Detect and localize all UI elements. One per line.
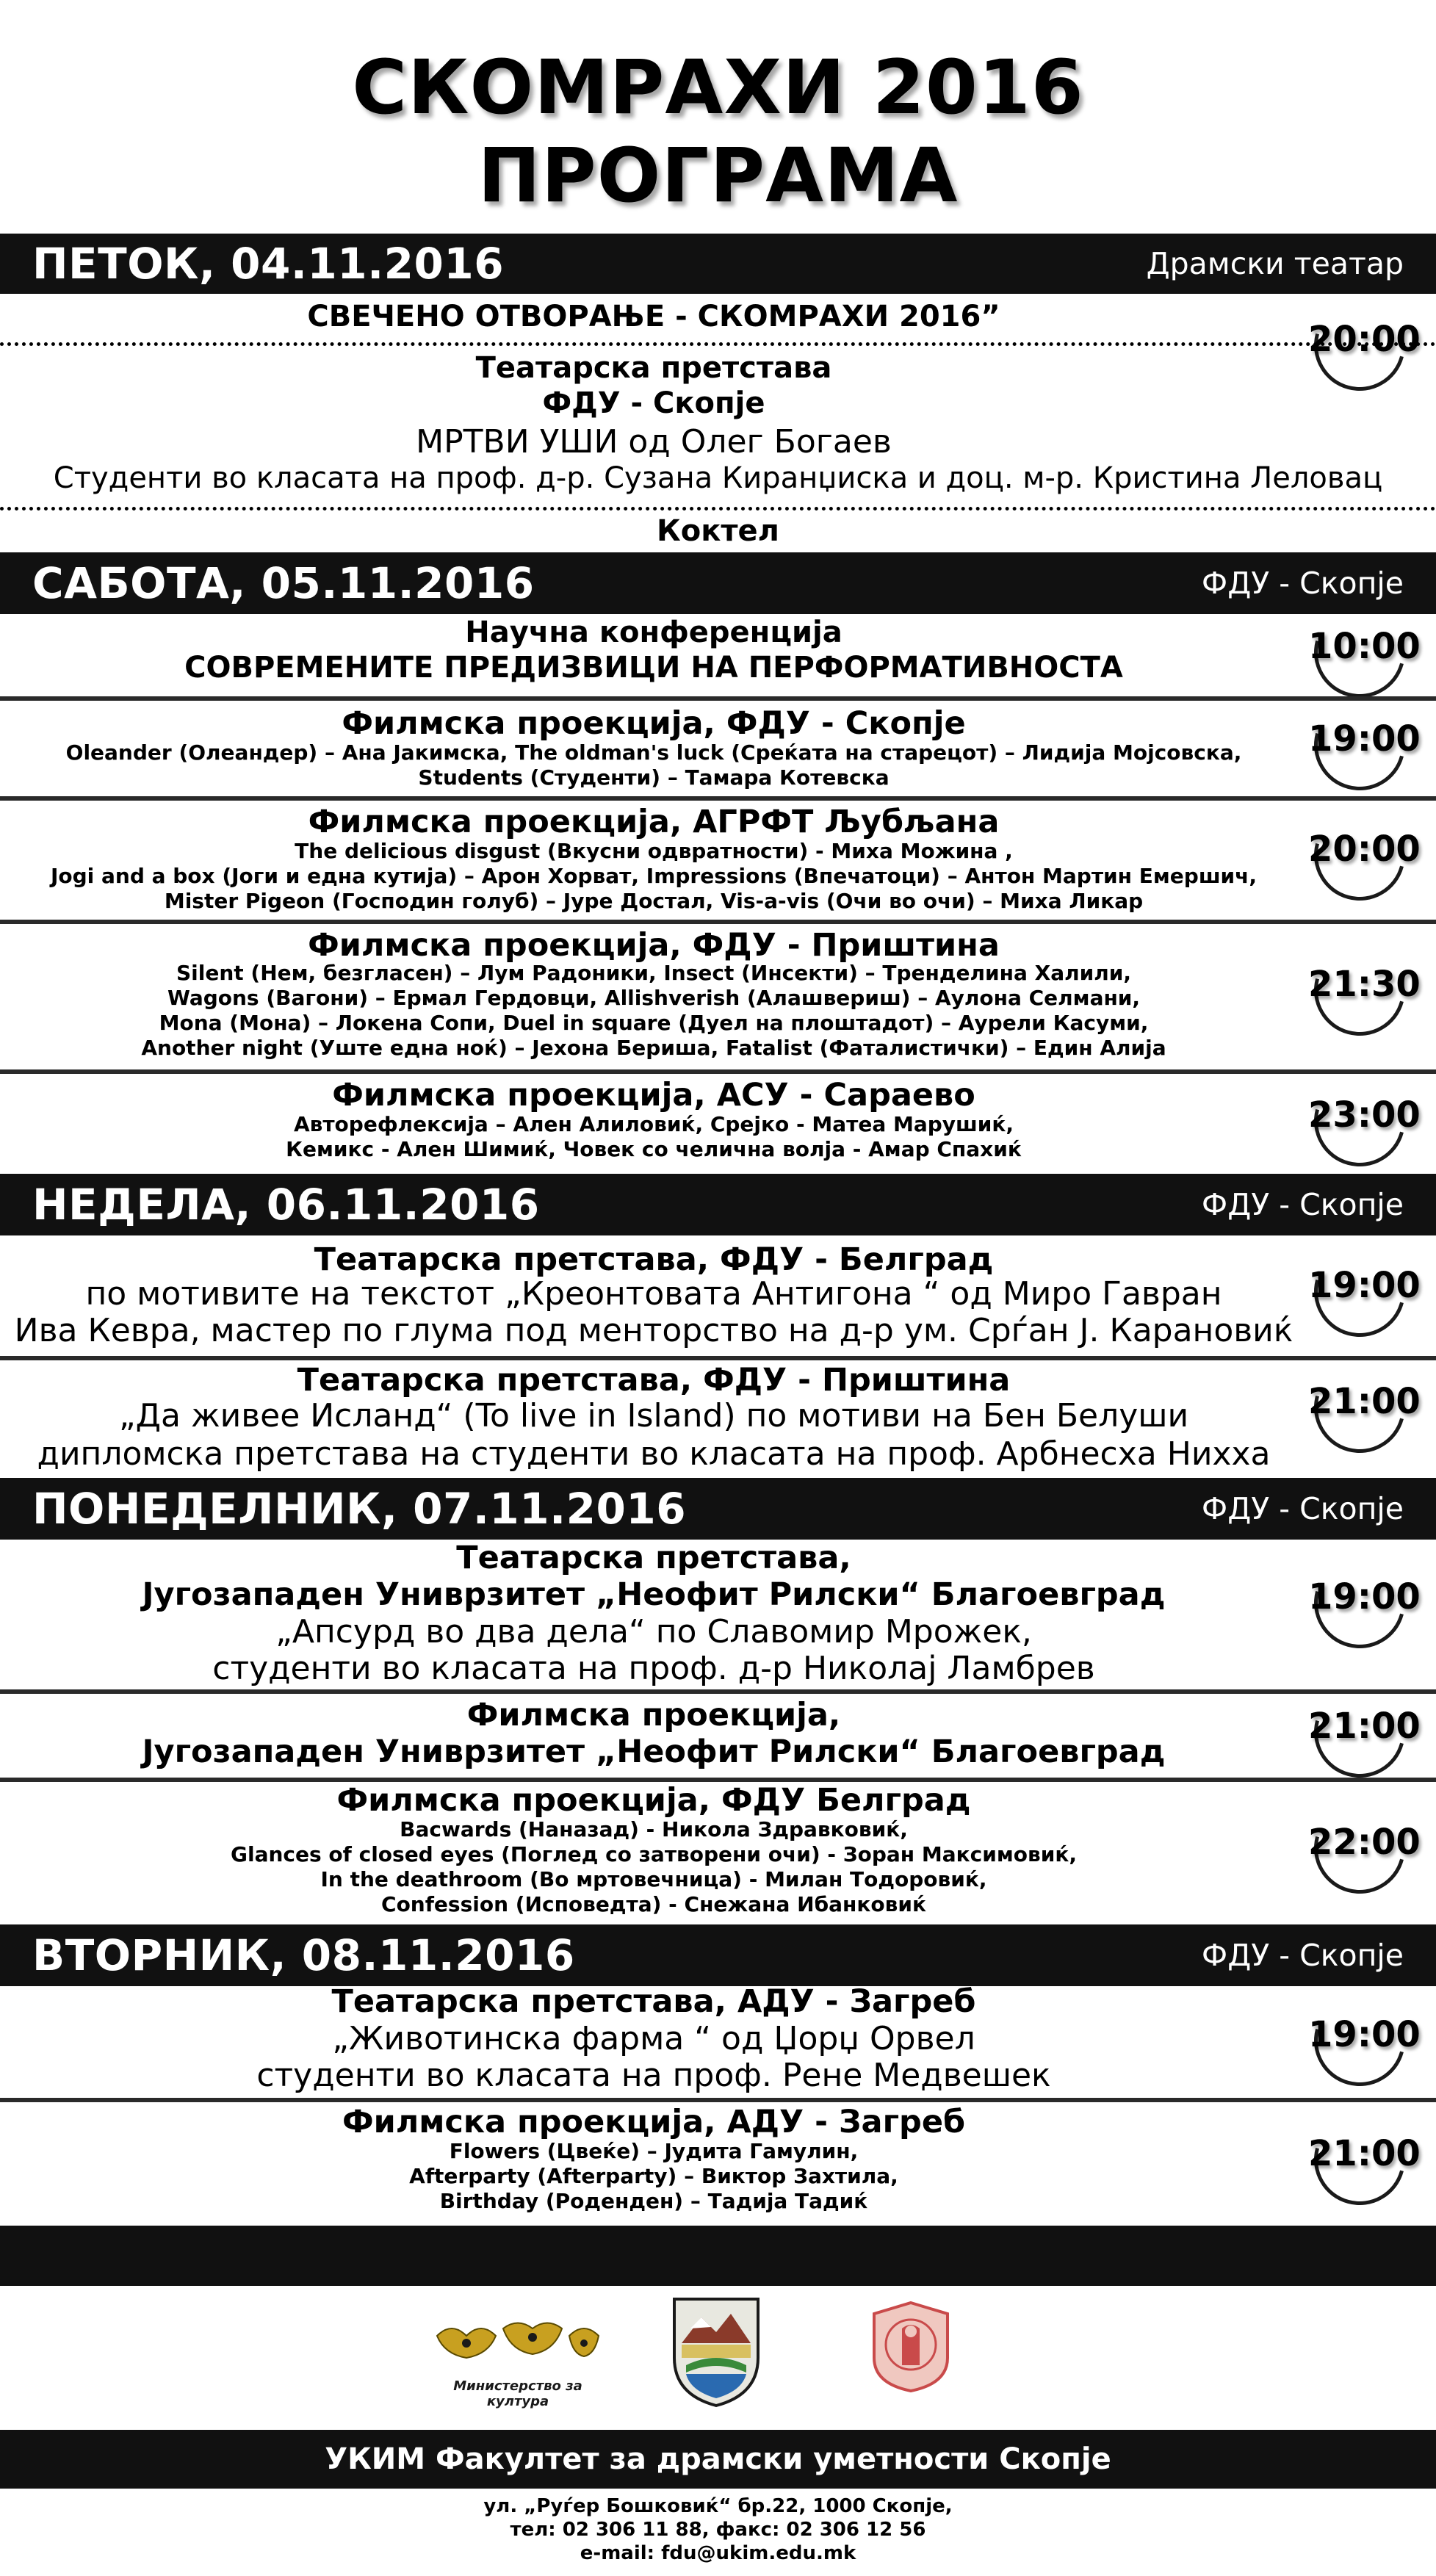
event-line: Авторефлексија – Ален Алиловиќ, Срејко - Матеа Марушиќ, [293, 1112, 1014, 1136]
time-value: 22:00 [1308, 1822, 1421, 1863]
time-badge [1308, 1069, 1421, 1180]
day-venue: ФДУ - Скопје [1201, 1491, 1404, 1526]
divider [0, 2098, 1436, 2102]
event-title: Југозападен Униврзитет „Неофит Рилски“ Благоевград [142, 1576, 1166, 1613]
page-title-line1: СКОМРАХИ 2016 [352, 44, 1084, 131]
event-line: Jogi and a box (Јоги и една кутија) – Арон Хорват, Impressions (Впечатоци) – Антон Мартин Емершич, [50, 864, 1258, 888]
time-badge [1308, 1356, 1421, 1466]
day-venue: ФДУ - Скопје [1201, 1187, 1404, 1222]
event-line: Bacwards (Наназад) - Никола Здравковиќ, [400, 1817, 908, 1841]
event-title: Филмска проекција, ФДУ - Скопје [342, 705, 966, 742]
event-line: Wagons (Вагони) – Ермал Гердовци, Allishverish (Алашвериш) – Аулона Селмани, [167, 986, 1141, 1010]
event-cocktail: Коктел [657, 514, 779, 548]
bottom-band [0, 2226, 1436, 2286]
event-line: „Животинска фарма “ од Џорџ Орвел [332, 2020, 975, 2057]
time-badge [1308, 1551, 1421, 1662]
divider [0, 1069, 1436, 1074]
time-value: 19:00 [1308, 1576, 1421, 1617]
event-credits: Студенти во класата на проф. д-р. Сузана Киранџиска и доц. м-р. Кристина Леловац [53, 461, 1383, 495]
event-title: Филмска проекција, ФДУ Белград [336, 1782, 971, 1819]
event-line: Glances of closed eyes (Поглед со затворени очи) - Зоран Максимовиќ, [231, 1842, 1077, 1866]
event-type: Научна конференција [465, 616, 843, 649]
city-coat-of-arms-icon [668, 2292, 764, 2409]
time-value: 19:00 [1308, 2014, 1421, 2055]
day-header-saturday [0, 552, 1436, 614]
event-type: Театарска претстава [475, 351, 832, 385]
time-badge [1308, 939, 1421, 1049]
event-line: Кемикс - Ален Шимиќ, Човек со челична волја - Амар Спахиќ [286, 1137, 1022, 1161]
event-type: Театарска претстава, [456, 1540, 851, 1576]
divider [0, 696, 1436, 701]
event-organizer: ФДУ - Скопје [542, 386, 765, 420]
event-line: „Да живее Исланд“ (To live in Island) по мотиви на Бен Белуши [118, 1397, 1189, 1435]
day-name: НЕДЕЛА, 06.11.2016 [32, 1180, 540, 1230]
time-badge [1308, 294, 1421, 404]
day-header-sunday [0, 1174, 1436, 1235]
day-venue: Драмски театар [1146, 246, 1404, 281]
event-title: Филмска проекција, ФДУ - Приштина [308, 927, 1000, 964]
time-value: 23:00 [1308, 1094, 1421, 1136]
day-header-friday [0, 234, 1436, 294]
email-line: e-mail: fdu@ukim.edu.mk [580, 2542, 856, 2564]
time-value: 21:00 [1308, 1706, 1421, 1747]
time-badge [1308, 1989, 1421, 2099]
day-header-monday [0, 1478, 1436, 1540]
event-line: по мотивите на текстот „Креонтовата Антигона “ од Миро Гавран [85, 1275, 1222, 1313]
event-title: Театарска претстава, ФДУ - Белград [314, 1241, 994, 1278]
event-line: Oleander (Олеандер) – Ана Јакимска, The oldman's luck (Среќата на старецот) – Лидија Мојсовска, [65, 740, 1242, 765]
event-line: In the deathroom (Во мртовечница) - Милан Тодоровиќ, [320, 1867, 987, 1891]
event-title: СВЕЧЕНО ОТВОРАЊЕ - СКОМРАХИ 2016” [307, 300, 1000, 333]
time-value: 20:00 [1308, 829, 1421, 870]
event-line: Another night (Уште една ноќ) – Јехона Бериша, Fatalist (Фаталистички) – Един Алија [141, 1036, 1166, 1060]
event-title: Филмска проекција, АСУ - Сараево [332, 1077, 975, 1114]
event-title: Филмска проекција, АГРФТ Љубљана [308, 804, 1000, 840]
day-name: ВТОРНИК, 08.11.2016 [32, 1930, 575, 1980]
divider [0, 1689, 1436, 1694]
day-name: САБОТА, 05.11.2016 [32, 558, 535, 608]
dotted-divider [0, 342, 1436, 346]
event-title: Театарска претстава, ФДУ - Приштина [297, 1362, 1011, 1399]
event-line: Mister Pigeon (Господин голуб) – Јуре Достал, Vis-a-vis (Очи во очи) – Миха Ликар [164, 889, 1144, 913]
institution-band [0, 2430, 1436, 2489]
day-header-tuesday [0, 1924, 1436, 1986]
time-badge [1308, 1681, 1421, 1791]
time-badge [1308, 2108, 1421, 2218]
event-line: Confession (Исповедта) - Снежана Ибанковиќ [381, 1892, 926, 1916]
ministry-logo-text: Министерство за култура [453, 2378, 582, 2409]
event-line: Ива Кевра, мастер по глума под менторство на д-р ум. Срѓан Ј. Карановиќ [14, 1312, 1294, 1349]
time-value: 19:00 [1308, 1265, 1421, 1306]
address-line: ул. „Руѓер Бошковиќ“ бр.22, 1000 Скопје, [483, 2495, 953, 2517]
time-badge [1308, 693, 1421, 804]
divider [0, 920, 1436, 924]
day-venue: ФДУ - Скопје [1201, 1938, 1404, 1973]
dotted-divider [0, 507, 1436, 510]
time-value: 21:00 [1308, 2133, 1421, 2174]
event-type: Филмска проекција, [466, 1697, 841, 1733]
divider [0, 796, 1436, 801]
event-line: Birthday (Роденден) – Тадија Тадиќ [439, 2189, 868, 2213]
event-line: Mona (Мона) – Локена Сопи, Duel in square (Дуел на плоштадот) – Аурели Касуми, [159, 1011, 1149, 1035]
event-line: Flowers (Цвеќе) – Јудита Гамулин, [449, 2139, 859, 2163]
event-title: СОВРЕМЕНИТЕ ПРЕДИЗВИЦИ НА ПЕРФОРМАТИВНОСТА [184, 651, 1123, 685]
university-seal-icon [867, 2299, 955, 2395]
time-value: 21:30 [1308, 964, 1421, 1005]
event-line: Afterparty (Afterparty) – Виктор Захтила, [409, 2164, 898, 2188]
institution-name: УКИМ Факултет за драмски уметности Скопје [325, 2442, 1111, 2476]
event-line: студенти во класата на проф. д-р Николај Ламбрев [212, 1650, 1095, 1687]
time-value: 21:00 [1308, 1381, 1421, 1422]
ministry-logo [422, 2314, 613, 2409]
time-value: 20:00 [1308, 319, 1421, 360]
event-play: МРТВИ УШИ од Олег Богаев [416, 423, 892, 461]
time-value: 19:00 [1308, 718, 1421, 760]
event-line: студенти во класата на проф. Рене Медвешек [256, 2057, 1051, 2094]
time-badge [1308, 804, 1421, 914]
event-title: Филмска проекција, АДУ - Загреб [342, 2104, 966, 2140]
page-title-line2: ПРОГРАМА [477, 132, 959, 220]
phone-line: тел: 02 306 11 88, факс: 02 306 12 56 [510, 2519, 926, 2541]
event-line: „Апсурд во два дела“ по Славомир Мрожек, [275, 1613, 1032, 1650]
day-name: ПОНЕДЕЛНИК, 07.11.2016 [32, 1484, 687, 1534]
event-title: Театарска претстава, АДУ - Загреб [331, 1983, 976, 2020]
divider [0, 1356, 1436, 1360]
time-value: 10:00 [1308, 626, 1421, 667]
day-name: ПЕТОК, 04.11.2016 [32, 239, 505, 289]
event-title: Југозападен Униврзитет „Неофит Рилски“ Благоевград [142, 1733, 1166, 1770]
event-line: Silent (Нем, безгласен) – Лум Радоники, Insect (Инсекти) – Тренделина Халили, [176, 961, 1131, 985]
time-badge [1308, 1797, 1421, 1907]
day-venue: ФДУ - Скопје [1201, 566, 1404, 601]
time-badge [1308, 1240, 1421, 1350]
event-line: дипломска претстава на студенти во класата на проф. Арбнесха Нихха [37, 1435, 1271, 1473]
event-line: Students (Студенти) – Тамара Котевска [418, 765, 890, 790]
event-line: The delicious disgust (Вкусни одвратности) - Миха Можина , [295, 839, 1013, 863]
